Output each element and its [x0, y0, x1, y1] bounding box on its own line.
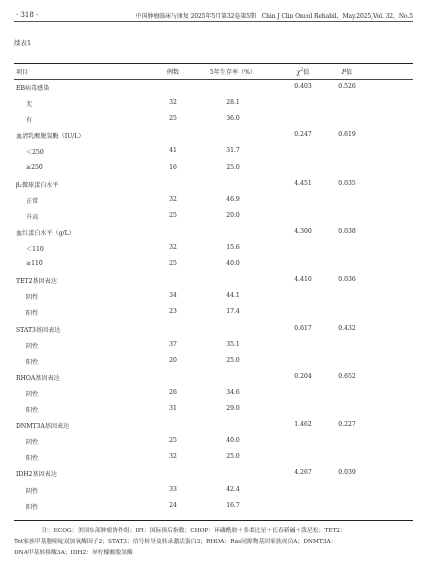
cases-cell: 25 — [169, 115, 177, 123]
cases-cell: 32 — [169, 99, 177, 107]
survival-rate-cell: 29.0 — [226, 405, 240, 412]
survival-rate-cell: 25.0 — [226, 356, 240, 364]
p-value-cell: 0.652 — [338, 372, 356, 380]
table-continued-label: 续表1 — [14, 39, 32, 47]
header-rule — [14, 21, 413, 22]
survival-rate-cell: 42.4 — [226, 485, 240, 493]
table-header-item: 项目 — [16, 69, 29, 76]
survival-rate-cell: 34.6 — [226, 388, 240, 396]
cases-cell: 32 — [169, 453, 177, 461]
cases-cell: 24 — [169, 501, 177, 509]
chi-square-cell: 4.300 — [294, 227, 312, 235]
running-header: 中国肿瘤临床与康复 2025年5月第32卷第5期 Chin J Clin Oncol Rehabil，May.2025,Vol. 32，No.5 — [135, 13, 413, 20]
chi-square-cell: 4.410 — [294, 276, 312, 284]
chi-square-cell: 4.451 — [294, 179, 312, 187]
table-footnote — [14, 526, 413, 559]
chi-square-cell: 1.462 — [294, 421, 312, 429]
footnote-line: 注：ECOG：美国东部肿瘤协作组；IPI：国际预后指数；CHOP：环磷酰胺＋多柔比星＋长春新碱＋泼尼松；TET2： — [42, 528, 346, 534]
table-header-chi-square: $\chi^2$值 — [296, 67, 310, 76]
chi-square-cell: 0.247 — [294, 131, 312, 139]
table-header-cases: 例数 — [166, 69, 180, 76]
subgroup-label: 升高 — [26, 213, 39, 221]
survival-rate-cell: 25.0 — [226, 163, 240, 171]
cases-cell: 25 — [169, 437, 177, 445]
subgroup-label: 阳性 — [26, 455, 39, 463]
survival-rate-cell: 20.0 — [226, 211, 240, 219]
variable-label: DNMT3A基因表达 — [16, 423, 70, 431]
footnote-line: Tet家族甲基胞嘧啶双加氧酶因子2；STAT3：信号转导及转录激活蛋白3；RHOA：Ras同源物基因家族成员A；DNMT3A： — [14, 539, 337, 545]
variable-label: RHOA基因表达 — [16, 374, 60, 382]
p-value-cell: 0.038 — [338, 227, 356, 235]
cases-cell: 20 — [169, 356, 177, 364]
survival-rate-cell: 16.7 — [226, 501, 240, 509]
subgroup-label: 阴性 — [26, 439, 39, 447]
cases-cell: 34 — [169, 292, 177, 300]
p-value-cell: 0.036 — [338, 276, 356, 284]
cases-cell: 31 — [169, 405, 177, 412]
variable-label: TET2基因表达 — [16, 278, 57, 286]
table-header-survival-rate: 5年生存率（%） — [209, 69, 257, 76]
variable-label: IDH2基因表达 — [16, 471, 57, 479]
cases-cell: 37 — [169, 340, 177, 348]
subgroup-label: 阳性 — [26, 310, 39, 318]
chi-square-cell: 0.204 — [294, 372, 312, 380]
cases-cell: 32 — [169, 195, 177, 203]
variable-label: β₂微球蛋白水平 — [16, 181, 59, 189]
p-value-cell: 0.035 — [338, 179, 356, 187]
table-top-rule — [14, 63, 413, 64]
footnote-line: DNA甲基转移酶3A；IDH2：异柠檬酸脱氢酶 — [14, 550, 133, 556]
cases-cell: 26 — [169, 388, 177, 396]
p-value-cell: 0.619 — [338, 131, 356, 139]
page-number: · 318 · — [16, 11, 39, 19]
subgroup-label: ≥250 — [26, 163, 43, 171]
cases-cell: 41 — [169, 147, 177, 155]
subgroup-label: 有 — [26, 117, 33, 125]
subgroup-label: 阳性 — [26, 503, 39, 511]
p-value-cell: 0.227 — [338, 421, 356, 429]
survival-rate-cell: 15.6 — [226, 244, 240, 251]
variable-label: STAT3基因表达 — [16, 326, 61, 334]
table-header-rule — [14, 79, 413, 80]
subgroup-label: ＜250 — [26, 149, 44, 157]
survival-rate-cell: 25.0 — [226, 453, 240, 461]
subgroup-label: 阴性 — [26, 294, 39, 302]
subgroup-label: 阳性 — [26, 407, 39, 414]
variable-label: 血红蛋白水平（g/L） — [16, 229, 75, 237]
cases-cell: 16 — [169, 163, 177, 171]
subgroup-label: 阴性 — [26, 342, 39, 350]
subgroup-label: ≥110 — [26, 260, 43, 268]
cases-cell: 25 — [169, 260, 177, 268]
survival-rate-cell: 31.7 — [226, 147, 240, 155]
survival-rate-cell: 44.1 — [226, 292, 240, 300]
cases-cell: 33 — [169, 485, 177, 493]
subgroup-label: 阳性 — [26, 358, 39, 366]
variable-label: 血清乳酸脱氢酶（IU/L） — [16, 133, 85, 141]
chi-square-cell: 4.267 — [294, 469, 312, 477]
subgroup-label: 阴性 — [26, 487, 39, 495]
p-value-cell: 0.039 — [338, 469, 356, 477]
survival-rate-cell: 40.0 — [226, 260, 240, 268]
survival-rate-cell: 40.0 — [226, 437, 240, 445]
cases-cell: 32 — [169, 244, 177, 251]
chi-square-cell: 0.617 — [294, 324, 312, 332]
subgroup-label: 正常 — [26, 197, 39, 205]
subgroup-label: ＜110 — [26, 246, 44, 253]
survival-rate-cell: 36.0 — [226, 115, 240, 123]
p-value-cell: 0.432 — [338, 324, 356, 332]
survival-rate-cell: 17.4 — [226, 308, 240, 316]
table-bottom-rule — [14, 520, 413, 521]
chi-square-cell: 0.403 — [294, 83, 312, 90]
cases-cell: 25 — [169, 211, 177, 219]
cases-cell: 23 — [169, 308, 177, 316]
survival-rate-cell: 46.9 — [226, 195, 240, 203]
survival-rate-cell: 28.1 — [226, 99, 240, 107]
variable-label: EB病毒感染 — [16, 85, 50, 92]
survival-rate-cell: 35.1 — [226, 340, 240, 348]
p-value-cell: 0.526 — [338, 83, 356, 90]
table-header-p-value: P值 — [341, 69, 353, 76]
subgroup-label: 阴性 — [26, 390, 39, 398]
subgroup-label: 无 — [26, 101, 33, 109]
